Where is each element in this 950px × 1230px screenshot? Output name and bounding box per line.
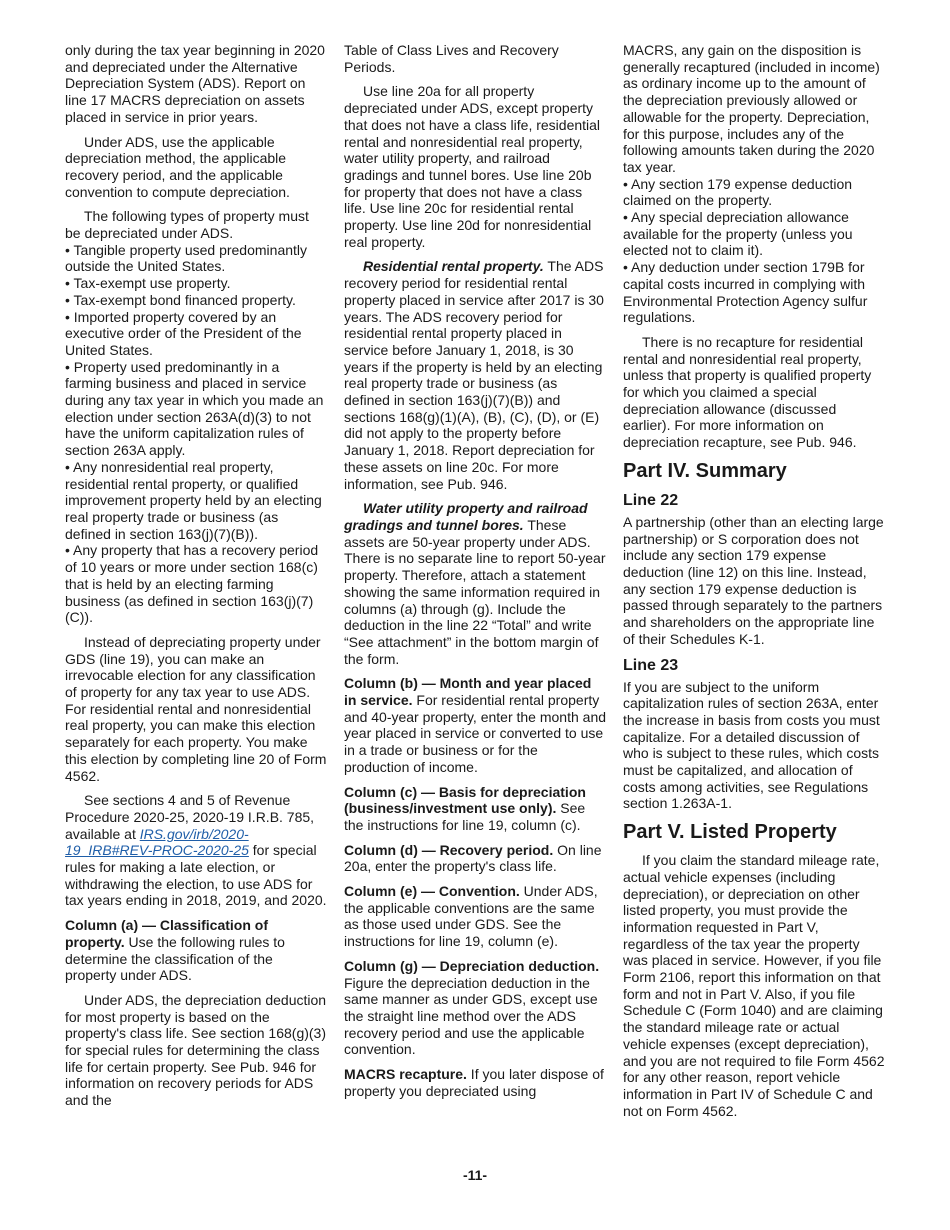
text: If you later dispose of property you depreciated using: [344, 1066, 604, 1099]
paragraph: [344, 675, 606, 775]
paragraph: [344, 883, 606, 950]
residential-rental-heading: Residential rental property.: [363, 258, 544, 275]
column-b-heading: Column (b) — Month and year placed in service.: [344, 675, 592, 709]
bullet-item: • Any deduction under section 179B for capital costs incurred in complying with Environmental Protection Agency sulfur regulations.: [623, 259, 868, 326]
macrs-recapture-heading: MACRS recapture.: [344, 1066, 467, 1083]
paragraph: Use line 20a for all property depreciated under ADS, except property that does not have a class life, residential rental and nonresidential real property, water utility property, and railroad gradings and tunnel bores. Use line 20b for property that does not have a class life. Use line 20c for residential rental property. Use line 20d for nonresidential real property.: [344, 83, 601, 250]
paragraph: The following types of property must be depreciated under ADS.: [65, 208, 309, 242]
bullet-item: • Tangible property used predominantly outside the United States.: [65, 241, 308, 275]
paragraph: only during the tax year beginning in 2020 and depreciated under the Alternative Depreciation System (ADS). Report on line 17 MACRS depreciation on assets placed in service in prior years.: [65, 42, 325, 125]
column-c-heading: Column (c) — Basis for depreciation (business/investment use only).: [344, 783, 586, 817]
column-d-heading: Column (d) — Recovery period.: [344, 841, 554, 858]
paragraph: Under ADS, use the applicable depreciation method, the applicable recovery period, and the applicable convention to compute depreciation.: [65, 133, 290, 200]
bullet-item: • Imported property covered by an executive order of the President of the United States.: [65, 308, 302, 358]
text: See the instructions for line 19, column (c).: [344, 800, 586, 833]
water-utility-heading: Water utility property and railroad gradings and tunnel bores.: [344, 500, 588, 533]
paragraph: [344, 258, 606, 492]
page-number: -11-: [462, 1167, 488, 1183]
bullet-item: • Any nonresidential real property, residential rental property, or qualified improvement property held by an electing real property trade or business (as defined in section 163(j)(7)(B)).: [65, 458, 322, 542]
paragraph: [65, 917, 327, 984]
bullet-item: • Any section 179 expense deduction claimed on the property.: [623, 175, 853, 209]
text: Under ADS, the applicable conventions are the same as those used under GDS. See the instructions for line 19, column (e).: [344, 883, 598, 950]
revproc-link[interactable]: IRS.gov/irb/2020-19_IRB#REV-PROC-2020-25: [65, 825, 249, 859]
paragraph: Instead of depreciating property under GDS (line 19), you can make an irrevocable election for any classification of property for any tax year to use ADS. For residential rental and nonresidential real property, you can make this election separately for each property. You make this election by completing line 20 of Form 4562.: [65, 633, 327, 784]
part-v-title: Part V. Listed Property: [623, 821, 837, 844]
column-3: [623, 42, 885, 1127]
column-a-heading: Column (a) — Classification of property.: [65, 917, 269, 950]
paragraph: [344, 784, 606, 834]
line-23-title: Line 23: [623, 656, 679, 674]
bullet-item: • Tax-exempt bond financed property.: [65, 291, 296, 308]
paragraph: Table of Class Lives and Recovery Periods.: [344, 42, 559, 75]
column-2: [344, 42, 606, 1107]
text: These assets are 50-year property under ADS. There is no separate line to report 50-year property. Therefore, attach a statement showing the same information required in columns (a) through (g). Include the deduction in the line 22 “Total” and write “See attachment” in the bottom margin of the form.: [344, 516, 606, 667]
paragraph: [65, 792, 327, 909]
bullet-item: • Tax-exempt use property.: [65, 275, 231, 292]
part-iv-title: Part IV. Summary: [623, 459, 787, 482]
column-1: [65, 42, 327, 1117]
column-g-heading: Column (g) — Depreciation deduction.: [344, 957, 600, 974]
paragraph: If you are subject to the uniform capitalization rules of section 263A, enter the increase in basis from costs you must capitalize. For a detailed discussion of who is subject to these rules, which costs must be capitalized, and allocation of costs among activities, see Regulations section 1.263A-1.: [623, 678, 880, 812]
bullet-item: • Any special depreciation allowance available for the property (unless you elected not to claim it).: [623, 209, 853, 259]
text: For residential rental property and 40-year property, enter the month and year placed in service or converted to use in a trade or business or for the production of income.: [344, 692, 607, 775]
text: See sections 4 and 5 of Revenue Procedure 2020-25, 2020-19 I.R.B. 785, available at: [65, 792, 315, 842]
paragraph: Under ADS, the depreciation deduction for most property is based on the property's class life. See section 168(g)(3) for special rules for determining the class life for certain property. See Pub. 946 for information on recovery periods for ADS and the: [65, 991, 327, 1109]
bullet-item: • Property used predominantly in a farming business and placed in service during any tax year in which you made an election under section 263A(d)(3) to not have the uniform capitalization rules of section 263A apply.: [65, 358, 324, 459]
text: Figure the depreciation deduction in the same manner as under GDS, except use the straight line method over the ADS recovery period and use the applicable convention.: [344, 974, 598, 1058]
text: The ADS recovery period for residential rental property placed in service after 2017 is 30 years. The ADS recovery period for residential rental property placed in service before January 1, 2018, is 30 years if the property is held by an electing real property trade or business (as defined in section 163(j)(7)(B)) and sections 168(g)(1)(A), (B), (C), (D), or (E) did not apply to the property before January 1, 2018. Report depreciation for these assets on line 20c. For more information, see Pub. 946.: [344, 258, 604, 492]
bullet-item: • Any property that has a recovery period of 10 years or more under section 168(c) that is held by an electing farming business (as defined in section 163(j)(7)(C)).: [65, 542, 319, 626]
line-22-title: Line 22: [623, 491, 679, 509]
paragraph: A partnership (other than an electing large partnership) or S corporation does not include any section 179 expense deduction (line 12) on this line. Instead, any section 179 expense deduction is passed through separately to the partners and shareholders on the appropriate line of their Schedules K-1.: [623, 513, 884, 647]
paragraph: MACRS, any gain on the disposition is generally recaptured (included in income) as ordinary income up to the amount of the depreciation previously allowed or allowable for the property. Depreciation, for this purpose, includes any of the following amounts taken during the 2020 tax year.: [623, 42, 880, 175]
text: On line 20a, enter the property's class life.: [344, 841, 602, 875]
paragraph: [344, 842, 606, 875]
paragraph: There is no recapture for residential rental and nonresidential real property, unless that property is qualified property for which you claimed a special depreciation allowance (discussed earlier). For more information on depreciation recapture, see Pub. 946.: [623, 333, 872, 451]
paragraph: [344, 500, 606, 667]
paragraph: [344, 1066, 606, 1099]
paragraph: If you claim the standard mileage rate, actual vehicle expenses (including depreciation), or depreciation on other listed property, you must provide the information requested in Part V, regardless of the tax year the property was placed in service. However, if you file Form 2106, report this information on that form and not in Part V. Also, if you file Schedule C (Form 1040) and are claiming the standard mileage rate or actual vehicle expenses (except depreciation), and you are not required to file Form 4562 for any other reason, report vehicle information in Part IV of Schedule C and not on Form 4562.: [623, 852, 885, 1119]
column-e-heading: Column (e) — Convention.: [344, 883, 520, 900]
text: Use the following rules to determine the classification of the property under ADS.: [65, 933, 285, 984]
paragraph: [344, 958, 606, 1058]
text: for special rules for making a late election, or withdrawing the election, to use ADS for tax years ending in 2018, 2019, and 2020.: [65, 842, 327, 909]
